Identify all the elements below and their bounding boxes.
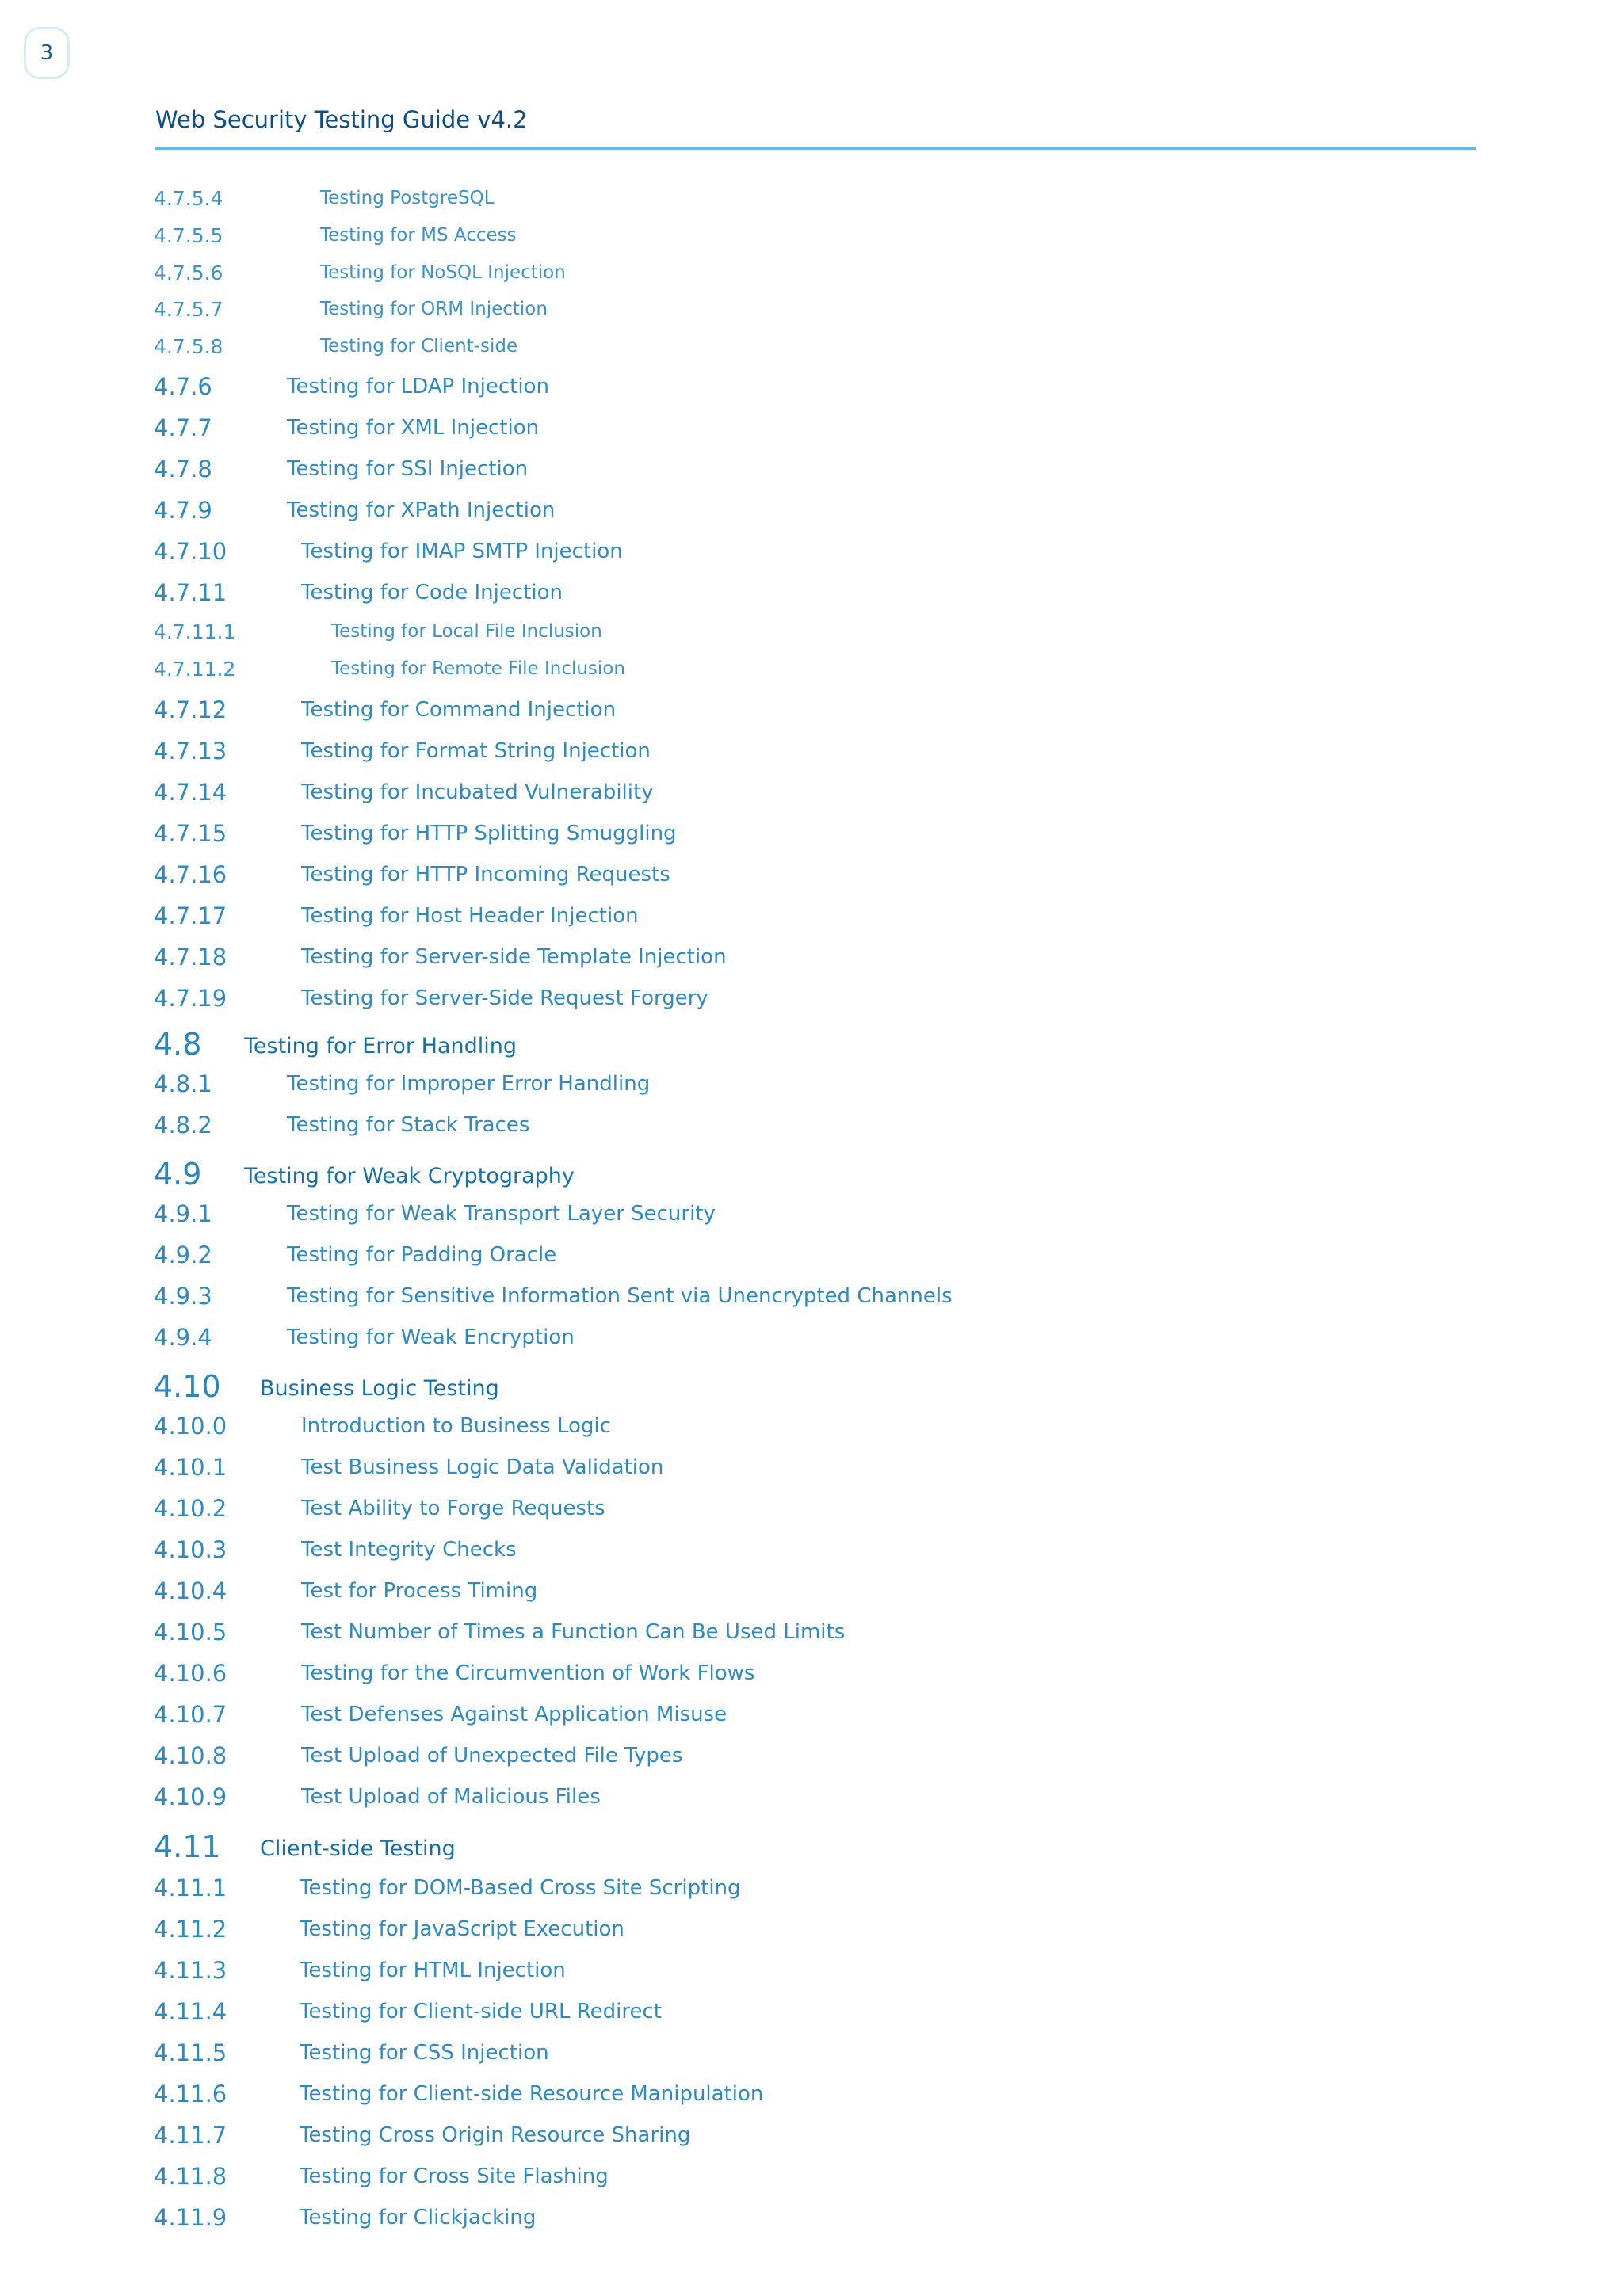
- toc-entry-number: 4.11.2: [154, 1916, 227, 1943]
- toc-entry-number: 4.10: [154, 1369, 221, 1404]
- toc-entry-title[interactable]: Testing for Weak Cryptography: [244, 1164, 575, 1188]
- toc-entry-title[interactable]: Testing for Stack Traces: [287, 1113, 530, 1137]
- toc-entry-number: 4.7.15: [154, 820, 227, 847]
- toc-entry-number: 4.7.10: [154, 538, 227, 565]
- toc-entry-number: 4.11.9: [154, 2204, 227, 2231]
- toc-entry-title[interactable]: Test Upload of Unexpected File Types: [301, 1744, 683, 1768]
- toc-entry-number: 4.9: [154, 1157, 202, 1192]
- toc-entry-number: 4.11.7: [154, 2122, 227, 2149]
- toc-entry-title[interactable]: Testing for NoSQL Injection: [320, 262, 566, 283]
- toc-entry-title[interactable]: Testing for Cross Site Flashing: [300, 2164, 609, 2188]
- toc-entry-title[interactable]: Testing for Local File Inclusion: [331, 621, 602, 642]
- toc-entry-number: 4.10.4: [154, 1577, 227, 1604]
- toc-entry-title[interactable]: Test for Process Timing: [301, 1579, 538, 1603]
- toc-entry-title[interactable]: Testing for LDAP Injection: [287, 375, 549, 399]
- toc-entry-title[interactable]: Test Defenses Against Application Misuse: [301, 1703, 727, 1726]
- toc-entry-number: 4.7.5.5: [154, 224, 223, 247]
- toc-entry-title[interactable]: Testing for CSS Injection: [300, 2041, 549, 2065]
- toc-entry-number: 4.10.6: [154, 1660, 227, 1687]
- toc-entry-title[interactable]: Testing for Sensitive Information Sent via Unencrypted Channels: [287, 1284, 953, 1308]
- toc-entry-title[interactable]: Introduction to Business Logic: [301, 1414, 611, 1438]
- toc-entry-number: 4.10.1: [154, 1454, 227, 1481]
- toc-entry-title[interactable]: Testing for Remote File Inclusion: [331, 658, 625, 679]
- toc-entry-title[interactable]: Testing for Client-side URL Redirect: [300, 2000, 662, 2023]
- toc-entry-number: 4.10.0: [154, 1413, 227, 1440]
- toc-entry-title[interactable]: Testing for XPath Injection: [287, 498, 556, 522]
- toc-entry-number: 4.7.11.1: [154, 620, 236, 643]
- toc-entry-number: 4.7.5.6: [154, 261, 223, 284]
- toc-entry-number: 4.7.14: [154, 779, 227, 806]
- toc-entry-title[interactable]: Testing for Clickjacking: [300, 2206, 537, 2229]
- toc-entry-number: 4.7.5.7: [154, 298, 223, 321]
- toc-entry-title[interactable]: Testing for HTML Injection: [300, 1958, 566, 1982]
- toc-entry-number: 4.10.2: [154, 1495, 227, 1522]
- toc-entry-number: 4.9.1: [154, 1200, 212, 1227]
- toc-entry-number: 4.11.4: [154, 1998, 227, 2025]
- toc-entry-number: 4.7.8: [154, 456, 212, 482]
- toc-entry-number: 4.7.11.2: [154, 658, 236, 681]
- toc-entry-number: 4.9.2: [154, 1241, 212, 1268]
- toc-entry-title[interactable]: Testing for DOM-Based Cross Site Scripting: [300, 1876, 741, 1900]
- toc-entry-number: 4.9.3: [154, 1283, 212, 1310]
- toc-entry-number: 4.7.5.8: [154, 335, 223, 358]
- toc-entry-title[interactable]: Testing for Client-side Resource Manipulation: [300, 2082, 764, 2106]
- toc-entry-title[interactable]: Testing for SSI Injection: [287, 457, 529, 481]
- toc-entry-title[interactable]: Testing for HTTP Incoming Requests: [301, 863, 670, 887]
- toc-entry-title[interactable]: Test Integrity Checks: [301, 1538, 517, 1562]
- toc-entry-title[interactable]: Testing for XML Injection: [287, 416, 540, 440]
- running-header-title: Web Security Testing Guide v4.2: [155, 106, 528, 133]
- toc-entry-number: 4.7.18: [154, 944, 227, 971]
- toc-entry-number: 4.9.4: [154, 1324, 212, 1351]
- toc-entry-title[interactable]: Testing for JavaScript Execution: [300, 1917, 624, 1941]
- toc-entry-number: 4.11: [154, 1829, 221, 1864]
- toc-entry-number: 4.10.3: [154, 1536, 227, 1563]
- toc-entry-title[interactable]: Testing for Client-side: [320, 336, 518, 357]
- toc-entry-number: 4.8: [154, 1027, 202, 1062]
- toc-entry-number: 4.7.7: [154, 414, 212, 441]
- toc-entry-title[interactable]: Testing for Server-side Template Injection: [301, 945, 727, 969]
- toc-entry-number: 4.10.5: [154, 1619, 227, 1646]
- toc-entry-title[interactable]: Testing for ORM Injection: [320, 299, 548, 319]
- toc-entry-number: 4.11.3: [154, 1957, 227, 1984]
- toc-entry-title[interactable]: Testing for Weak Transport Layer Security: [287, 1202, 716, 1226]
- toc-entry-title[interactable]: Testing for Command Injection: [301, 698, 617, 722]
- toc-entry-title[interactable]: Testing for Format String Injection: [301, 739, 651, 763]
- toc-entry-title[interactable]: Testing for Weak Encryption: [287, 1325, 575, 1349]
- toc-entry-title[interactable]: Business Logic Testing: [260, 1376, 499, 1401]
- toc-entry-title[interactable]: Test Upload of Malicious Files: [301, 1785, 601, 1809]
- toc-entry-title[interactable]: Testing for Host Header Injection: [301, 904, 639, 928]
- toc-entry-number: 4.7.9: [154, 497, 212, 524]
- toc-entry-title[interactable]: Testing for Incubated Vulnerability: [301, 780, 654, 804]
- toc-entry-number: 4.7.5.4: [154, 187, 223, 210]
- toc-entry-title[interactable]: Test Business Logic Data Validation: [301, 1455, 664, 1479]
- toc-entry-title[interactable]: Test Ability to Forge Requests: [301, 1497, 605, 1520]
- toc-entry-number: 4.10.9: [154, 1783, 227, 1810]
- toc-entry-number: 4.11.5: [154, 2039, 227, 2066]
- toc-entry-title[interactable]: Testing for IMAP SMTP Injection: [301, 540, 623, 563]
- toc-entry-number: 4.7.19: [154, 985, 227, 1012]
- toc-entry-title[interactable]: Testing for MS Access: [320, 225, 517, 246]
- toc-entry-title[interactable]: Testing for Improper Error Handling: [287, 1072, 651, 1096]
- toc-entry-title[interactable]: Testing for Padding Oracle: [287, 1243, 557, 1267]
- toc-entry-number: 4.7.12: [154, 696, 227, 723]
- toc-entry-number: 4.10.8: [154, 1742, 227, 1769]
- toc-entry-title[interactable]: Testing PostgreSQL: [320, 188, 495, 208]
- toc-entry-number: 4.7.11: [154, 579, 227, 606]
- toc-entry-title[interactable]: Testing for Code Injection: [301, 581, 563, 605]
- toc-entry-title[interactable]: Testing for HTTP Splitting Smuggling: [301, 822, 677, 845]
- toc-entry-number: 4.7.13: [154, 738, 227, 765]
- toc-entry-title[interactable]: Testing Cross Origin Resource Sharing: [300, 2123, 691, 2147]
- toc-entry-title[interactable]: Testing for Server-Side Request Forgery: [301, 986, 708, 1010]
- toc-entry-number: 4.11.1: [154, 1875, 227, 1901]
- toc-entry-number: 4.8.2: [154, 1112, 212, 1138]
- toc-entry-number: 4.10.7: [154, 1701, 227, 1728]
- toc-entry-title[interactable]: Testing for the Circumvention of Work Flows: [301, 1661, 755, 1685]
- toc-entry-number: 4.7.16: [154, 861, 227, 888]
- toc-entry-number: 4.8.1: [154, 1070, 212, 1097]
- toc-entry-number: 4.11.6: [154, 2081, 227, 2107]
- page-number-badge: 3: [24, 27, 70, 79]
- toc-entry-title[interactable]: Test Number of Times a Function Can Be Used Limits: [301, 1620, 846, 1644]
- toc-entry-title[interactable]: Testing for Error Handling: [244, 1034, 517, 1058]
- toc-entry-number: 4.11.8: [154, 2163, 227, 2190]
- toc-entry-number: 4.7.6: [154, 373, 212, 400]
- toc-entry-number: 4.7.17: [154, 902, 227, 929]
- toc-entry-title[interactable]: Client-side Testing: [260, 1836, 456, 1861]
